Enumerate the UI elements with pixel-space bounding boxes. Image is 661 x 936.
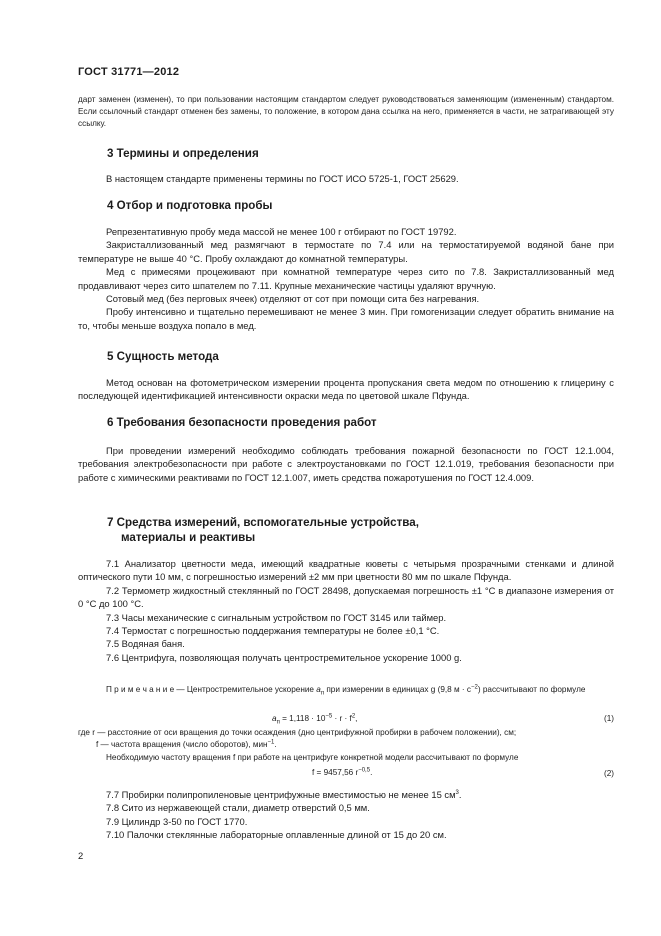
list-item: 7.5 Водяная баня. (106, 638, 185, 650)
list-item: 7.3 Часы механические с сигнальным устройством по ГОСТ 3145 или таймер. (106, 611, 447, 623)
where-f-text: . (274, 740, 277, 749)
list-item: 7.6 Центрифуга, позволяющая получать центростремительное ускорение 1000 g. (106, 651, 462, 663)
section-3-title: 3 Термины и определения (107, 147, 259, 160)
note-symbol: а (316, 685, 321, 694)
note (78, 684, 614, 696)
document-header: ГОСТ 31771—2012 (78, 66, 180, 78)
section-4-paragraph: Мед с примесями процеживают при комнатной температуре через сито по 7.8. Закристаллизованный мед продавливают через сито шпателем по 7.11. Крупные механические частицы удаляют вручную. (78, 266, 614, 291)
note-exponent: −2 (471, 684, 478, 691)
note-text: при измерении в единицах g (9,8 м · с (324, 685, 472, 694)
list-item: 7.2 Термометр жидкостный стеклянный по ГОСТ 28498, допускаемая погрешность ±1 °С в диапазоне измерения от 0 °С до 100 °С. (78, 584, 614, 610)
section-4-title: 4 Отбор и подготовка пробы (107, 199, 273, 212)
formula-1-sub: п (276, 719, 280, 726)
intro-paragraph: дарт заменен (изменен), то при пользовании настоящим стандартом следует руководствоваться заменяющим (измененным) стандартом. Если ссылочный стандарт отменен без замены, то положение, в котором дана ссылка на него, применяется в части, не затрагивающей эту ссылку. (78, 95, 614, 129)
section-4-body (78, 225, 614, 332)
formula-2-text: f = 9457,56 r (312, 768, 359, 777)
formula-1-number: (1) (603, 714, 614, 723)
note-symbol-sub: п (320, 690, 325, 697)
where-f-exp: −1 (267, 739, 275, 746)
section-6-paragraph: При проведении измерений необходимо соблюдать требования пожарной безопасности по ГОСТ 12.1.004, требования электробезопасности при работе с электроустановками по ГОСТ 12.1.019, требования безопасности при работе с химическими реактивами по ГОСТ 12.1.007, иметь средства пожаротушения по ГОСТ 12.4.009. (78, 445, 614, 483)
formula-1-text: = 1,118 · 10 (279, 714, 326, 723)
formula-2-intro: Необходимую частоту вращения f при работе на центрифуге конкретной модели рассчитывают по формуле (106, 753, 519, 762)
list-item-text: 7.7 Пробирки полипропиленовые центрифужные вместимостью не менее 15 см (106, 789, 456, 800)
formula-2 (312, 768, 372, 777)
list-item-text: . (458, 789, 462, 800)
list-item: 7.4 Термостат с погрешностью поддержания температуры не более ±0,1 °С. (106, 625, 440, 637)
section-7-list-a (78, 557, 614, 664)
where-f-text: f — частота вращения (число оборотов), мин (96, 740, 268, 749)
formula-2-number: (2) (603, 769, 614, 778)
section-4-paragraph: Репрезентативную пробу меда массой не менее 100 г отбирают по ГОСТ 19792. (106, 226, 457, 237)
list-item (78, 788, 614, 801)
section-3-paragraph: В настоящем стандарте применены термины по ГОСТ ИСО 5725-1, ГОСТ 25629. (106, 173, 459, 184)
formula-1-lhs: а (272, 714, 277, 723)
list-item: 7.1 Анализатор цветности меда, имеющий квадратные кюветы с четырьмя прозрачными стенками и длиной оптического пути 10 мм, с погрешностью измерений ±2 мм при цветности 80 мм по шкале Пфунда. (78, 558, 614, 583)
section-6-title: 6 Требования безопасности проведения работ (107, 416, 377, 429)
formula-1-where-f (96, 739, 614, 751)
section-5-title: 5 Сущность метода (107, 350, 219, 363)
section-4-paragraph: Сотовый мед (без перговых ячеек) отделяют от сот при помощи сита без нагревания. (106, 293, 480, 305)
section-7-title-line2: материалы и реактивы (121, 531, 256, 544)
list-item: 7.9 Цилиндр 3-50 по ГОСТ 1770. (106, 815, 248, 827)
section-7-list-b (78, 788, 614, 842)
formula-1 (272, 713, 358, 726)
formula-1-exp: 2 (351, 713, 356, 720)
formula-1-text: , (355, 714, 358, 723)
section-5-paragraph: Метод основан на фотометрическом измерении процента пропускания света медом по отношению к глицерину с последующей идентификацией интенсивности окраски меда по цветовой шкале Пфунда. (78, 377, 614, 402)
list-item: 7.8 Сито из нержавеющей стали, диаметр отверстий 0,5 мм. (106, 802, 370, 814)
section-7-title (107, 515, 419, 545)
note-text: — Центростремительное ускорение (174, 685, 317, 694)
formula-2-exp: −0,5 (358, 767, 371, 774)
list-item-exp: 3 (455, 789, 459, 796)
formula-2-text: . (370, 768, 373, 777)
formula-1-where-r: где r — расстояние от оси вращения до точки осаждения (дно центрифужной пробирки в рабочем положении), см; (78, 728, 517, 737)
section-4-paragraph: Закристаллизованный мед размягчают в термостате по 7.4 или на термостатируемой водяной бане при температуре не выше 40 °С. Пробу охлаждают до комнатной температуры. (78, 239, 614, 264)
section-4-paragraph: Пробу интенсивно и тщательно перемешивают не менее 3 мин. При гомогенизации следует обратить внимание на то, чтобы меньше воздуха попало в мед. (78, 306, 614, 331)
formula-1-text: · r · f (332, 714, 352, 723)
note-label: П р и м е ч а н и е (106, 685, 175, 694)
section-7-title-line1: 7 Средства измерений, вспомогательные устройства, (107, 516, 419, 529)
list-item: 7.10 Палочки стеклянные лабораторные оплавленные длиной от 15 до 20 см. (106, 829, 447, 841)
page-number: 2 (78, 850, 84, 861)
formula-1-exp: −5 (325, 713, 333, 720)
note-text: ) рассчитывают по формуле (477, 685, 586, 694)
